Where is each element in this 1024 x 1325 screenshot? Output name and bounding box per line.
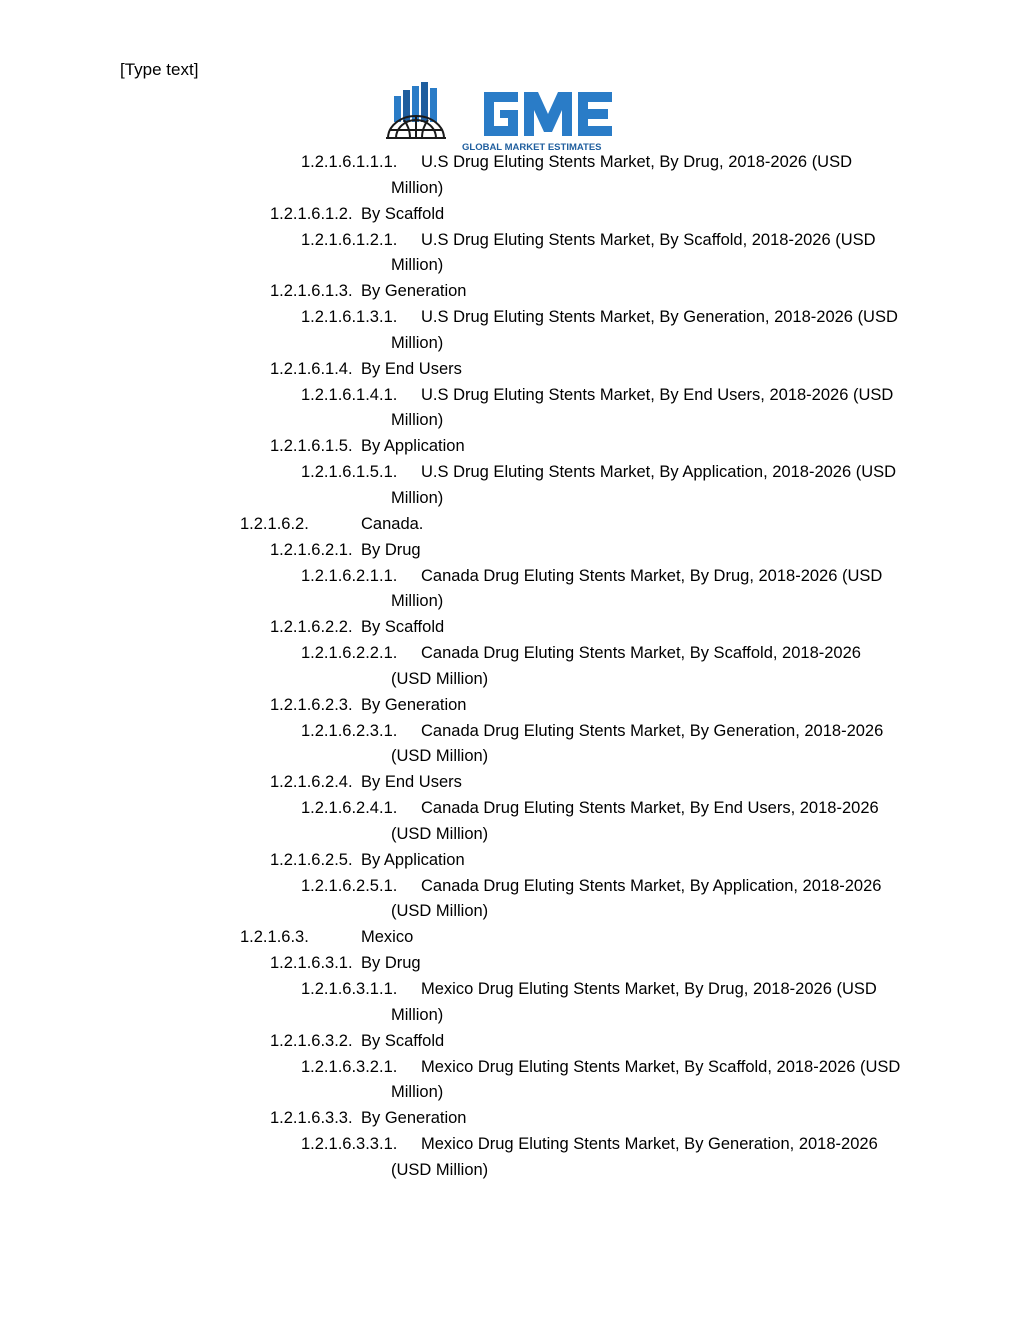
toc-entry-text: Million) <box>391 592 444 611</box>
toc-entry <box>0 951 1024 977</box>
toc-entry-text: Million) <box>391 256 444 275</box>
toc-entry-number: 1.2.1.6.1.3. <box>270 282 353 301</box>
toc-entry-number: 1.2.1.6.3.3. <box>270 1109 353 1128</box>
toc-entry-number: 1.2.1.6.2. <box>240 514 309 533</box>
toc-entry-text: By Generation <box>361 1109 467 1128</box>
toc-entry <box>0 1003 1024 1029</box>
toc-entry-number: 1.2.1.6.3. <box>240 928 309 947</box>
toc-entry-text: By Application <box>361 850 465 869</box>
toc-entry <box>0 434 1024 460</box>
toc-entry <box>0 486 1024 512</box>
toc-entry <box>0 796 1024 822</box>
toc-entry <box>0 564 1024 590</box>
toc-entry <box>0 977 1024 1003</box>
toc-entry-text: U.S Drug Eluting Stents Market, By End Users, 2018-2026 (USD <box>421 385 894 404</box>
toc-entry-text: (USD Million) <box>391 902 489 921</box>
toc-entry <box>0 383 1024 409</box>
toc-entry-text: Million) <box>391 1083 444 1102</box>
toc-entry-number: 1.2.1.6.1.3.1. <box>301 308 398 327</box>
toc-entry <box>0 874 1024 900</box>
toc-entry <box>0 202 1024 228</box>
toc-entry-text: Million) <box>391 488 444 507</box>
toc-entry <box>0 228 1024 254</box>
logo-bar <box>430 88 437 122</box>
toc-entry-text: By Generation <box>361 695 467 714</box>
toc-entry <box>0 1055 1024 1081</box>
toc-entry <box>0 512 1024 538</box>
toc-entry <box>0 1029 1024 1055</box>
toc-entry <box>0 641 1024 667</box>
toc-entry-text: Mexico Drug Eluting Stents Market, By Drug, 2018-2026 (USD <box>421 980 877 998</box>
toc-entry-number: 1.2.1.6.1.5. <box>270 437 353 456</box>
toc-entry <box>0 279 1024 305</box>
toc-entry-number: 1.2.1.6.2.3. <box>270 695 353 714</box>
toc-entry-number: 1.2.1.6.1.2. <box>270 204 353 223</box>
toc-entry-number: 1.2.1.6.2.1.1. <box>301 566 398 585</box>
toc-entry-text: By Drug <box>361 954 421 973</box>
toc-entry-text: Canada Drug Eluting Stents Market, By Scaffold, 2018-2026 <box>421 644 861 663</box>
toc-entry-number: 1.2.1.6.2.1. <box>270 540 353 559</box>
toc-entry <box>0 1132 1024 1158</box>
toc-entry-text: Canada Drug Eluting Stents Market, By End Users, 2018-2026 <box>421 799 879 818</box>
toc-entry <box>0 331 1024 357</box>
toc-entry-text: By Generation <box>361 282 467 301</box>
toc-entry-text: Mexico Drug Eluting Stents Market, By Scaffold, 2018-2026 (USD <box>421 1057 901 1076</box>
toc-entry <box>0 925 1024 951</box>
toc-entry-text: By Scaffold <box>361 204 445 223</box>
toc-entry <box>0 1106 1024 1132</box>
toc-entry-number: 1.2.1.6.3.2. <box>270 1031 353 1050</box>
toc-entry-text: Million) <box>391 178 444 197</box>
toc-entry-number: 1.2.1.6.2.5. <box>270 850 353 869</box>
toc-entry <box>0 460 1024 486</box>
toc-entry <box>0 744 1024 770</box>
toc-entry-number: 1.2.1.6.2.3.1. <box>301 721 398 740</box>
header-type-text: [Type text] <box>120 60 199 79</box>
toc-entry-text: By Scaffold <box>361 1031 445 1050</box>
toc-entry-text: By Application <box>361 437 465 456</box>
toc-entry-text: Canada Drug Eluting Stents Market, By Generation, 2018-2026 <box>421 721 884 740</box>
toc-entry <box>0 408 1024 434</box>
toc-entry-number: 1.2.1.6.3.2.1. <box>301 1057 398 1076</box>
gme-logo <box>386 82 642 154</box>
logo-wordmark <box>484 92 612 136</box>
toc-entry-number: 1.2.1.6.3.1.1. <box>301 980 398 998</box>
toc-entry-number: 1.2.1.6.1.1.1. <box>301 153 398 171</box>
toc-entry-text: U.S Drug Eluting Stents Market, By Scaffold, 2018-2026 (USD <box>421 230 876 249</box>
toc-entry-number: 1.2.1.6.3.3.1. <box>301 1135 398 1154</box>
toc-entry <box>0 176 1024 202</box>
toc-entry <box>0 538 1024 564</box>
toc-entry <box>0 1158 1024 1184</box>
toc-entry <box>0 822 1024 848</box>
toc-entry <box>0 693 1024 719</box>
toc-entry <box>0 770 1024 796</box>
toc-entry-text: Canada Drug Eluting Stents Market, By Application, 2018-2026 <box>421 876 882 895</box>
logo-tagline: GLOBAL MARKET ESTIMATES <box>462 142 602 153</box>
toc-entry-text: (USD Million) <box>391 669 489 688</box>
toc-entry-text: (USD Million) <box>391 747 489 766</box>
toc-entry <box>0 667 1024 693</box>
toc-entry <box>0 719 1024 745</box>
toc-entry-text: U.S Drug Eluting Stents Market, By Drug, 2018-2026 (USD <box>421 153 853 171</box>
toc-entry-text: By Drug <box>361 540 421 559</box>
toc-entry <box>0 899 1024 925</box>
table-of-contents <box>0 150 1024 1184</box>
toc-entry-text: Mexico Drug Eluting Stents Market, By Generation, 2018-2026 <box>421 1135 878 1154</box>
toc-entry <box>0 150 1024 176</box>
toc-entry-number: 1.2.1.6.2.5.1. <box>301 876 398 895</box>
toc-entry-text: U.S Drug Eluting Stents Market, By Generation, 2018-2026 (USD <box>421 308 898 327</box>
toc-entry-text: Million) <box>391 333 444 352</box>
toc-entry <box>0 589 1024 615</box>
toc-entry-text: (USD Million) <box>391 1160 489 1179</box>
toc-entry <box>0 1080 1024 1106</box>
toc-entry-number: 1.2.1.6.2.4.1. <box>301 799 398 818</box>
toc-entry-number: 1.2.1.6.1.4.1. <box>301 385 398 404</box>
toc-entry <box>0 305 1024 331</box>
toc-entry-text: Million) <box>391 411 444 430</box>
toc-entry-number: 1.2.1.6.1.5.1. <box>301 463 398 482</box>
logo-bar <box>394 96 401 122</box>
toc-entry <box>0 253 1024 279</box>
toc-entry-text: By Scaffold <box>361 618 445 637</box>
toc-entry <box>0 357 1024 383</box>
toc-entry-text: (USD Million) <box>391 824 489 843</box>
toc-entry-text: By End Users <box>361 773 462 792</box>
toc-entry-number: 1.2.1.6.2.2.1. <box>301 644 398 663</box>
toc-entry-number: 1.2.1.6.3.1. <box>270 954 353 973</box>
toc-entry-number: 1.2.1.6.2.4. <box>270 773 353 792</box>
toc-entry-number: 1.2.1.6.1.2.1. <box>301 230 398 249</box>
toc-entry-text: Canada. <box>361 514 424 533</box>
toc-entry-number: 1.2.1.6.1.4. <box>270 359 353 378</box>
toc-entry-text: Mexico <box>361 928 414 947</box>
toc-entry-text: By End Users <box>361 359 462 378</box>
toc-entry <box>0 848 1024 874</box>
toc-entry-text: Canada Drug Eluting Stents Market, By Drug, 2018-2026 (USD <box>421 566 883 585</box>
toc-entry-text: U.S Drug Eluting Stents Market, By Application, 2018-2026 (USD <box>421 463 897 482</box>
toc-entry <box>0 615 1024 641</box>
toc-entry-text: Million) <box>391 1005 444 1024</box>
toc-entry-number: 1.2.1.6.2.2. <box>270 618 353 637</box>
